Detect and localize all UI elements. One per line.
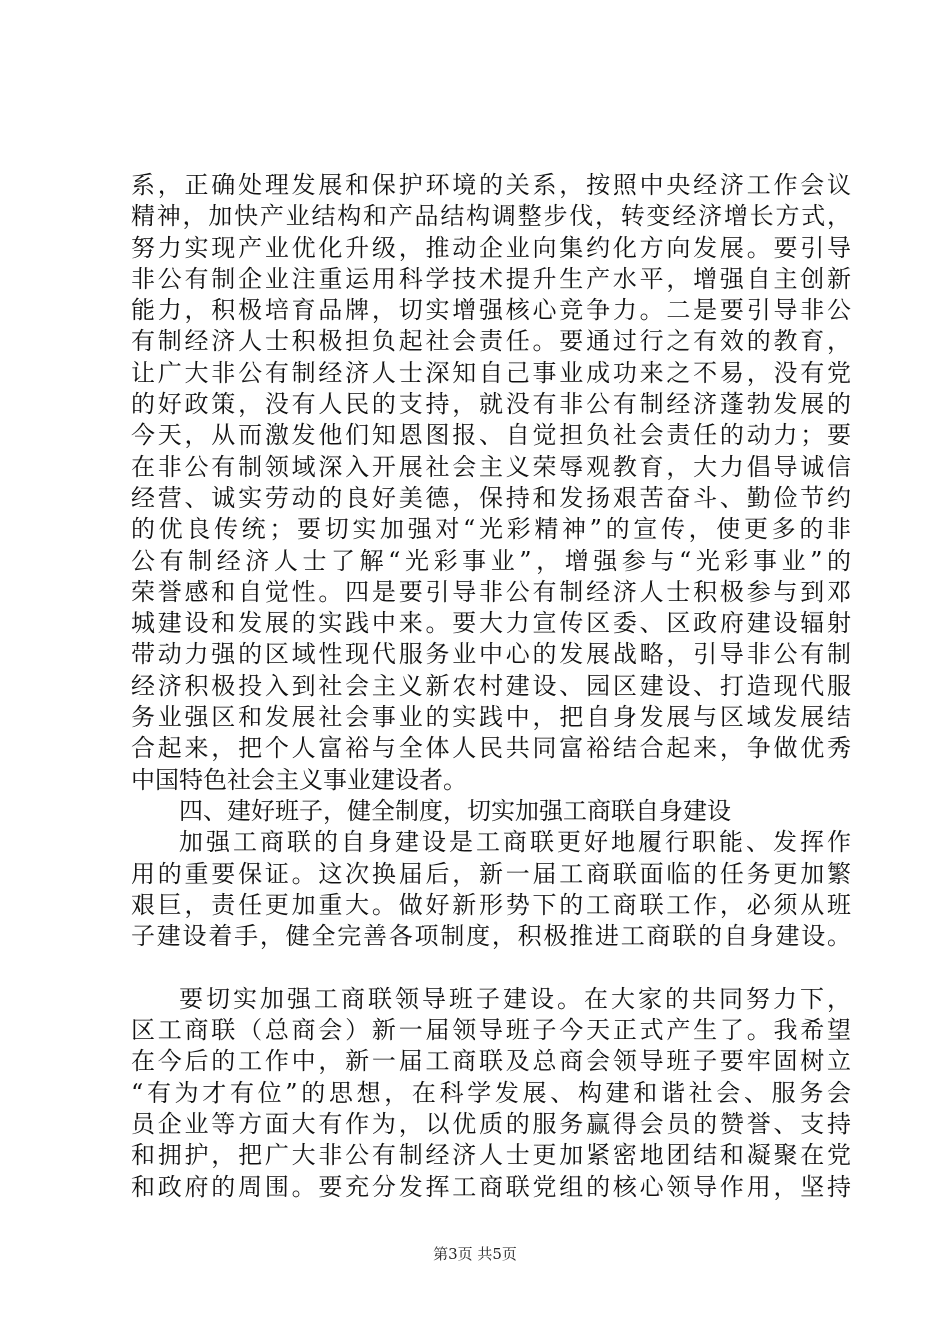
text-line: 经营、诚实劳动的良好美德，保持和发扬艰苦奋斗、勤俭节约 [131, 483, 851, 512]
text-line: 区工商联（总商会）新一届领导班子今天正式产生了。我希望 [131, 1016, 851, 1045]
text-line: 系，正确处理发展和保护环境的关系，按照中央经济工作会议 [131, 171, 851, 199]
text-line: 的好政策，没有人民的支持，就没有非公有制经济蓬勃发展的 [131, 390, 851, 419]
paragraph [131, 827, 851, 952]
text-line: 艰巨，责任更加重大。做好新形势下的工商联工作，必须从班 [131, 890, 851, 919]
text-line: “有为才有位”的思想，在科学发展、构建和谐社会、服务会 [131, 1078, 851, 1107]
text-line: 在非公有制领域深入开展社会主义荣辱观教育，大力倡导诚信 [131, 452, 851, 481]
text-line: 和拥护，把广大非公有制经济人士更加紧密地团结和凝聚在党 [131, 1141, 851, 1170]
paragraph-continued [131, 170, 851, 796]
text-line: 能力，积极培育品牌，切实增强核心竞争力。二是要引导非公 [131, 296, 851, 325]
text-line: 要切实加强工商联领导班子建设。在大家的共同努力下， [179, 984, 851, 1013]
text-line: 今天，从而激发他们知恩图报、自觉担负社会责任的动力；要 [131, 421, 851, 450]
section-heading: 四、建好班子，健全制度，切实加强工商联自身建设 [179, 796, 731, 825]
paragraph [131, 984, 851, 1203]
text-line: 的优良传统；要切实加强对“光彩精神”的宣传，使更多的非 [131, 515, 851, 544]
text-line: 员企业等方面大有作为，以优质的服务赢得会员的赞誉、支持 [131, 1109, 851, 1138]
text-line: 用的重要保证。这次换届后，新一届工商联面临的任务更加繁 [131, 859, 851, 888]
text-line: 加强工商联的自身建设是工商联更好地履行职能、发挥作 [179, 828, 851, 857]
document-body [131, 170, 851, 1203]
text-line: 在今后的工作中，新一届工商联及总商会领导班子要牢固树立 [131, 1047, 851, 1076]
text-line: 努力实现产业优化升级，推动企业向集约化方向发展。要引导 [131, 233, 851, 262]
text-line: 子建设着手，健全完善各项制度，积极推进工商联的自身建设。 [131, 922, 851, 951]
text-line: 有制经济人士积极担负起社会责任。要通过行之有效的教育， [131, 327, 851, 356]
text-line: 让广大非公有制经济人士深知自己事业成功来之不易，没有党 [131, 358, 851, 387]
text-line: 公有制经济人士了解“光彩事业”，增强参与“光彩事业”的 [131, 546, 851, 575]
text-line: 城建设和发展的实践中来。要大力宣传区委、区政府建设辐射 [131, 609, 851, 638]
text-line: 务业强区和发展社会事业的实践中，把自身发展与区域发展结 [131, 703, 851, 732]
paragraph-gap [131, 952, 851, 983]
text-line: 中国特色社会主义事业建设者。 [131, 765, 467, 794]
text-line: 带动力强的区域性现代服务业中心的发展战略，引导非公有制 [131, 640, 851, 669]
text-line: 和政府的周围。要充分发挥工商联党组的核心领导作用，坚持 [131, 1172, 851, 1201]
page-number-footer: 第3页 共5页 [433, 1245, 517, 1263]
text-line: 精神，加快产业结构和产品结构调整步伐，转变经济增长方式， [131, 202, 851, 231]
text-line: 经济积极投入到社会主义新农村建设、园区建设、打造现代服 [131, 671, 851, 700]
text-line: 非公有制企业注重运用科学技术提升生产水平，增强自主创新 [131, 264, 851, 293]
text-line: 荣誉感和自觉性。四是要引导非公有制经济人士积极参与到邓 [131, 577, 851, 606]
text-line: 合起来，把个人富裕与全体人民共同富裕结合起来，争做优秀 [131, 734, 851, 763]
